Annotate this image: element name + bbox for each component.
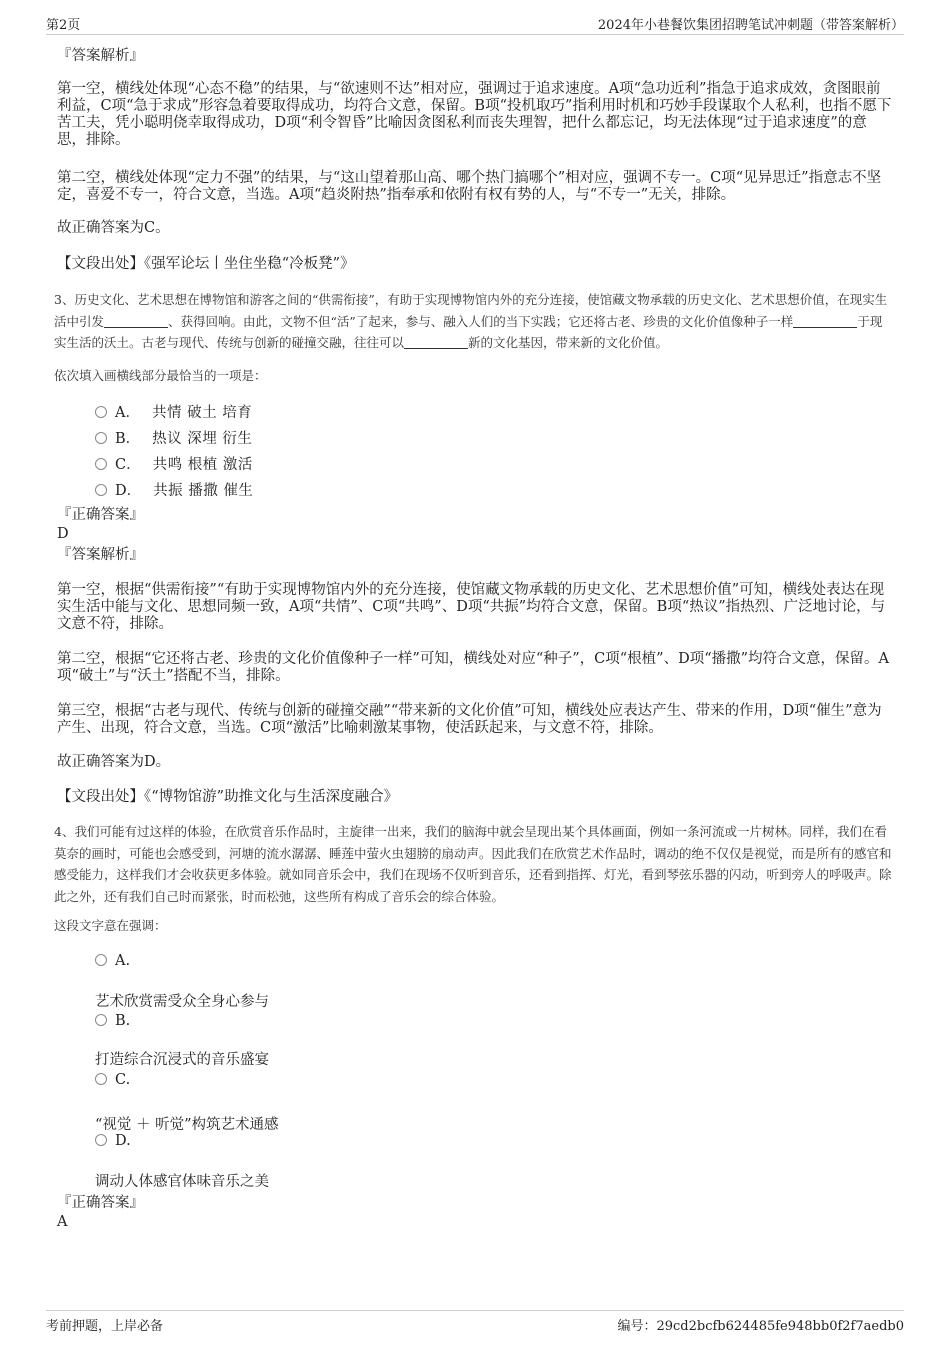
q3-option-d[interactable]: D． 共振 播撒 催生 <box>95 479 253 500</box>
q3-option-a[interactable]: A． 共情 破土 培育 <box>95 401 252 422</box>
radio-icon[interactable] <box>95 1073 107 1085</box>
q2-analysis-p1: 第一空，横线处体现“心态不稳”的结果，与“欲速则不达”相对应，强调过于追求速度。A项“急功近利”指急于追求成效，贪图眼前利益，C项“急于求成”形容急着要取得成功，均符合文意，保留。B项“投机取巧”指利用时机和巧妙手段谋取个人私利，也指不愿下苦工夫，凭小聪明侥幸取得成功，D项“利令智昏”比喻因贪图私利而丧失理智，把什么都忘记，均无法体现“过于追求速度”的意思，排除。 <box>57 81 892 148</box>
blank-line <box>104 315 168 328</box>
q4-answer-title: 『正确答案』 <box>57 1195 144 1211</box>
radio-icon[interactable] <box>95 1014 107 1026</box>
q4-stem: 4、我们可能有过这样的体验，在欣赏音乐作品时，主旋律一出来，我们的脑海中就会呈现出某个具体画面，例如一条河流或一片树林。同样，我们在看莫奈的画时，可能也会感受到，河塘的流水潺潺、睡莲中萤火虫翅膀的扇动声。因此我们在欣赏艺术作品时，调动的绝不仅仅是视觉，而是所有的感官和感受能力，这样我们才会收获更多体验。就如同音乐会中，我们在现场不仅听到音乐，还看到指挥、灯光，看到琴弦乐器的闪动，听到旁人的呼吸声。除此之外，还有我们自己时而紧张，时而松弛，这些所有构成了音乐会的综合体验。 <box>54 824 892 904</box>
radio-icon[interactable] <box>95 458 107 470</box>
document-code: 编号：29cd2bcfb624485fe948bb0f2f7aedb0 <box>617 1319 904 1334</box>
radio-icon[interactable] <box>95 406 107 418</box>
q3-answer-title: 『正确答案』 <box>57 507 144 523</box>
q4-option-d-text: 调动人体感官体味音乐之美 <box>95 1174 269 1190</box>
q3-analysis-p1: 第一空，根据“供需衔接”“有助于实现博物馆内外的充分连接，使馆藏文物承载的历史文化、艺术思想价值”可知，横线处表达在现实生活中能与文化、思想同频一致，A项“共情”、C项“共鸣”、D项“共振”均符合文意，保留。B项“热议”指热烈、广泛地讨论，与文意不符，排除。 <box>57 582 886 632</box>
page-number: 第2页 <box>46 18 81 33</box>
q4-option-a[interactable]: A. <box>95 953 130 969</box>
footer-slogan: 考前押题，上岸必备 <box>46 1319 164 1334</box>
radio-icon[interactable] <box>95 1134 107 1146</box>
q2-analysis-title: 『答案解析』 <box>57 48 144 64</box>
q3-analysis-title: 『答案解析』 <box>57 547 144 563</box>
page-header <box>46 12 904 35</box>
q2-source: 【文段出处】《强军论坛丨坐住坐稳“冷板凳”》 <box>57 256 355 272</box>
q3-option-c[interactable]: C． 共鸣 根植 激活 <box>95 453 253 474</box>
blank-line <box>793 315 857 328</box>
q4-option-c[interactable]: C. <box>95 1072 130 1088</box>
q3-analysis-p3: 第三空，根据“古老与现代、传统与创新的碰撞交融”“带来新的文化价值”可知，横线处应表达产生、带来的作用，D项“催生”意为产生、出现，符合文意，当选。C项“激活”比喻刺激某事物，使活跃起来，与文意不符，排除。 <box>57 703 882 736</box>
page-footer <box>46 1310 904 1333</box>
q4-prompt: 这段文字意在强调： <box>54 918 167 933</box>
document-title: 2024年小巷餐饮集团招聘笔试冲刺题（带答案解析） <box>597 18 904 33</box>
q3-stem: 3、历史文化、艺术思想在博物馆和游客之间的“供需衔接”，有助于实现博物馆内外的充分连接，使馆藏文物承载的历史文化、艺术思想价值，在现实生活中引发 、获得回响。由此，文物不但“活”了起来，参与、融入人们的当下实践；它还将古老、珍贵的文化价值像种子一样 于现实生活的沃土。古老与现代、传统与创新的碰撞交融，往往可以 新的文化基因，带来新的文化价值。 <box>54 292 888 350</box>
q4-option-c-text: “视觉 ＋ 听觉”构筑艺术通感 <box>95 1117 279 1133</box>
q3-conclusion: 故正确答案为D。 <box>57 754 171 770</box>
q4-answer: A <box>57 1214 68 1230</box>
radio-icon[interactable] <box>95 432 107 444</box>
blank-line <box>404 336 468 349</box>
q3-analysis-p2: 第二空，根据“它还将古老、珍贵的文化价值像种子一样”可知，横线处对应“种子”，C项“根植”、D项“播撒”均符合文意，保留。A项“破土”与“沃土”搭配不当，排除。 <box>57 651 889 684</box>
q4-option-a-text: 艺术欣赏需受众全身心参与 <box>95 994 269 1010</box>
q2-analysis-p2: 第二空，横线处体现“定力不强”的结果，与“这山望着那山高、哪个热门搞哪个”相对应，强调不专一。C项“见异思迁”指意志不坚定，喜爱不专一，符合文意，当选。A项“趋炎附热”指奉承和依附有权有势的人，与“不专一”无关，排除。 <box>57 170 882 203</box>
q4-option-d[interactable]: D. <box>95 1133 131 1149</box>
radio-icon[interactable] <box>95 954 107 966</box>
q3-option-b[interactable]: B． 热议 深埋 衍生 <box>95 427 252 448</box>
q3-source: 【文段出处】《“博物馆游”助推文化与生活深度融合》 <box>57 789 399 805</box>
q4-option-b[interactable]: B. <box>95 1013 130 1029</box>
q3-prompt: 依次填入画横线部分最恰当的一项是： <box>54 368 267 383</box>
q2-conclusion: 故正确答案为C。 <box>57 220 170 236</box>
q3-answer: D <box>57 526 69 542</box>
q4-option-b-text: 打造综合沉浸式的音乐盛宴 <box>95 1052 269 1068</box>
radio-icon[interactable] <box>95 484 107 496</box>
